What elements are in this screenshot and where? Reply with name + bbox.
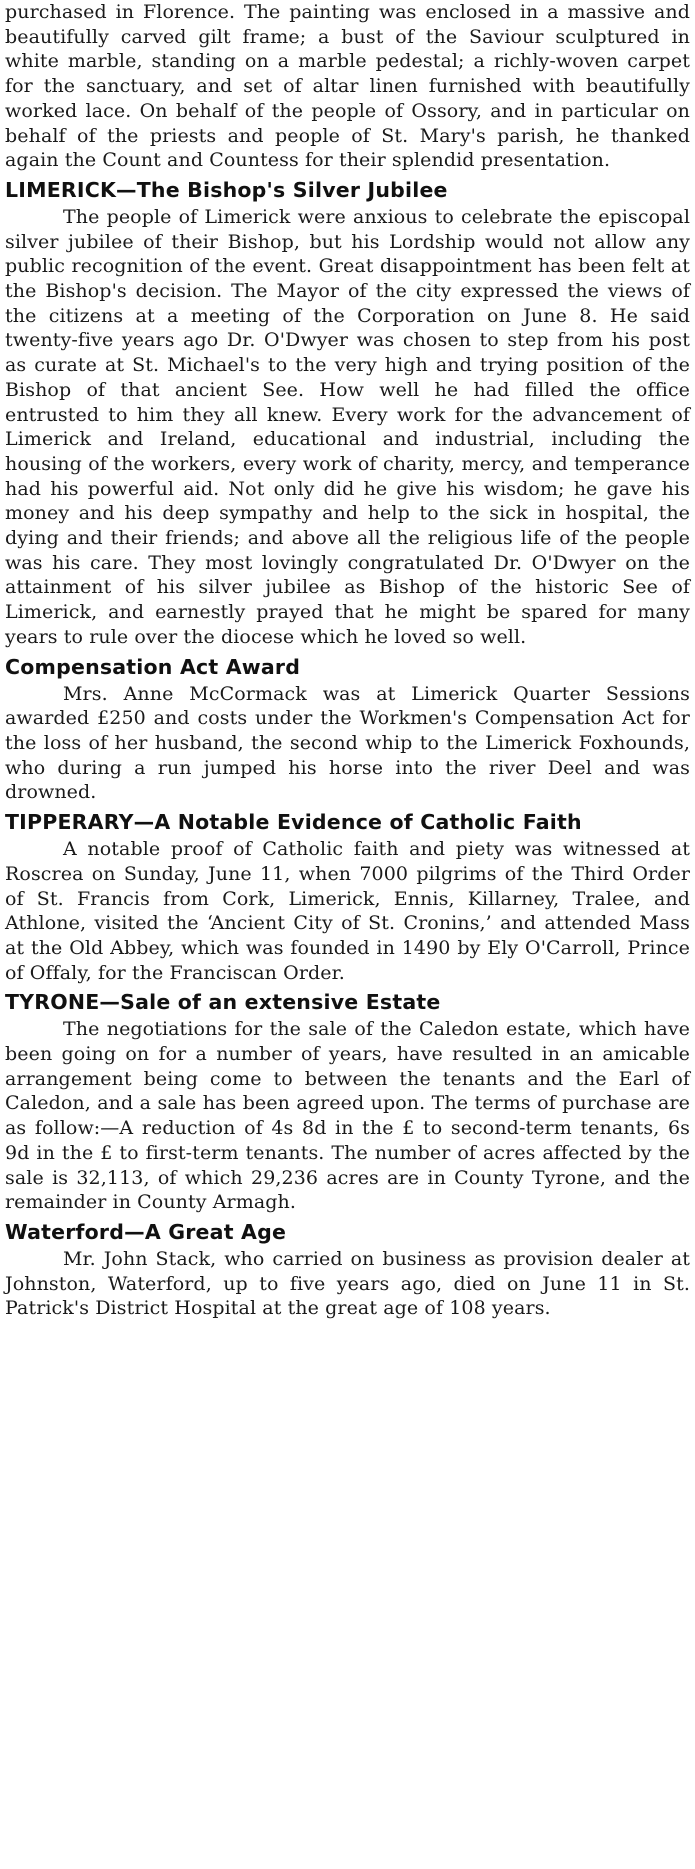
section-heading-tyrone: TYRONE—Sale of an extensive Estate — [5, 990, 441, 1015]
article-paragraph-limerick: The people of Limerick were anxious to celebrate the episcopal silver jubilee of their Bishop, but his Lordship would not allow any public recognition of the event. Great disappointment has been felt at the Bishop's decision. The Mayor of the city expressed the views of the citizens at a meeting of the Corporation on June 8. He said twenty-five years ago Dr. O'Dwyer was chosen to step from his post as curate at St. Michael's to the very high and trying position of the Bishop of that ancient See. How well he had filled the office entrusted to him they all knew. Every work for the advancement of Limerick and Ireland, educational and industrial, including the housing of the workers, every work of charity, mercy, and temperance had his powerful aid. Not only did he give his wisdom; he gave his money and his deep sympathy and help to the sick in hospital, the dying and their friends; and above all the religious life of the people was his care. They most lovingly congratulated Dr. O'Dwyer on the attainment of his silver jubilee as Bishop of the historic See of Limerick, and earnestly prayed that he might be spared for many years to rule over the diocese which he loved so well. — [5, 205, 690, 648]
section-heading-limerick: LIMERICK—The Bishop's Silver Jubilee — [5, 177, 448, 202]
article-paragraph-florence-continuation: purchased in Florence. The painting was enclosed in a massive and beautifully carved gilt frame; a bust of the Saviour sculptured in white marble, standing on a marble pedestal; a richly-woven carpet for the sanctuary, and set of altar linen furnished with beautifully worked lace. On behalf of the people of Ossory, and in particular on behalf of the priests and people of St. Mary's parish, he thanked again the Count and Countess for their splendid presentation. — [5, 1, 690, 172]
article-paragraph-tipperary: A notable proof of Catholic faith and piety was witnessed at Roscrea on Sunday, June 11, when 7000 pilgrims of the Third Order of St. Francis from Cork, Limerick, Ennis, Killarney, Tralee, and Athlone, visited the ‘Ancient City of St. Cronins,’ and attended Mass at the Old Abbey, which was founded in 1490 by Ely O'Carroll, Prince of Offaly, for the Franciscan Order. — [5, 838, 690, 984]
newspaper-column — [5, 0, 690, 1321]
section-heading-compensation: Compensation Act Award — [5, 654, 301, 679]
article-paragraph-compensation: Mrs. Anne McCormack was at Limerick Quarter Sessions awarded £250 and costs under the Workmen's Compensation Act for the loss of her husband, the second whip to the Limerick Foxhounds, who during a run jumped his horse into the river Deel and was drowned. — [5, 682, 690, 804]
section-heading-waterford: Waterford—A Great Age — [5, 1219, 287, 1244]
article-paragraph-tyrone: The negotiations for the sale of the Caledon estate, which have been going on for a number of years, have resulted in an amicable arrangement being come to between the tenants and the Earl of Caledon, and a sale has been agreed upon. The terms of purchase are as follow:—A reduction of 4s 8d in the £ to second-term tenants, 6s 9d in the £ to first-term tenants. The number of acres affected by the sale is 32,113, of which 29,236 acres are in County Tyrone, and the remainder in County Armagh. — [5, 1018, 690, 1214]
section-heading-tipperary: TIPPERARY—A Notable Evidence of Catholic Faith — [5, 810, 582, 835]
article-paragraph-waterford: Mr. John Stack, who carried on business as provision dealer at Johnston, Waterford, up to five years ago, died on June 11 in St. Patrick's District Hospital at the great age of 108 years. — [5, 1247, 690, 1320]
